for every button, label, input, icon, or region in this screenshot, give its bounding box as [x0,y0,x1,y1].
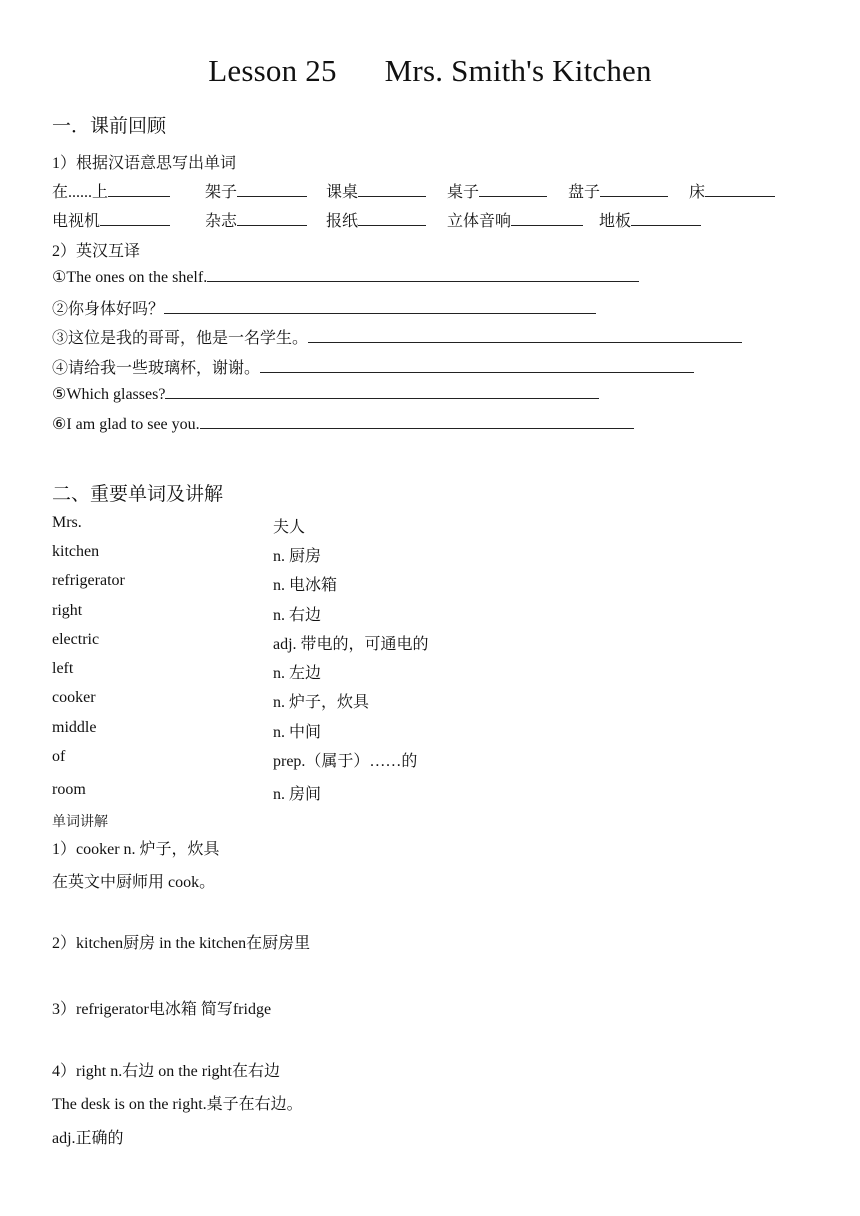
answer-blank[interactable] [237,211,307,226]
section1-heading: 一．课前回顾 [52,116,167,137]
note-kitchen: 2）kitchen厨房 in the kitchen在厨房里 [52,935,311,952]
translation-item: ④请给我一些玻璃杯，谢谢。 [52,355,694,378]
blank-item: 桌子 [447,179,547,202]
blank-item: 在......上 [52,179,170,202]
blank-item: 地板 [599,208,701,231]
page-title [0,53,860,89]
answer-blank[interactable] [705,182,775,197]
answer-blank[interactable] [631,211,701,226]
vocab-word: cooker [52,689,96,706]
blank-item: 床 [689,179,775,202]
answer-blank[interactable] [358,182,426,197]
vocab-word: middle [52,719,97,736]
answer-blank[interactable] [260,358,694,373]
answer-blank[interactable] [108,182,170,197]
answer-blank[interactable] [165,384,599,399]
vocab-meaning: n. 厨房 [273,548,322,565]
answer-blank[interactable] [511,211,583,226]
lesson-number: Lesson 25 [208,53,337,88]
note-right: 4）right n.右边 on the right在右边 [52,1063,280,1080]
note-cooker-detail: 在英文中厨师用 cook。 [52,874,216,891]
blank-item: 盘子 [568,179,668,202]
answer-blank[interactable] [200,414,634,429]
answer-blank[interactable] [308,328,742,343]
lesson-name: Mrs. Smith's Kitchen [384,53,652,88]
translation-item: ①The ones on the shelf. [52,267,639,287]
note-cooker: 1）cooker n. 炉子，炊具 [52,841,220,858]
vocab-word: left [52,660,74,677]
vocab-meaning: 夫人 [273,519,306,536]
part1-label: 1）根据汉语意思写出单词 [52,155,237,172]
answer-blank[interactable] [479,182,547,197]
answer-blank[interactable] [358,211,426,226]
vocab-word: room [52,781,86,798]
answer-blank[interactable] [100,211,170,226]
answer-blank[interactable] [600,182,668,197]
part2-label: 2）英汉互译 [52,243,141,260]
explain-heading: 单词讲解 [52,815,108,830]
vocab-meaning: n. 电冰箱 [273,577,338,594]
blank-item: 课桌 [326,179,426,202]
vocab-meaning: n. 炉子，炊具 [273,694,370,711]
translation-item: ⑤Which glasses? [52,384,599,404]
vocab-meaning: n. 右边 [273,607,322,624]
blank-item: 杂志 [205,208,307,231]
section2-heading: 二、重要单词及讲解 [52,484,224,505]
translation-item: ⑥I am glad to see you. [52,414,634,434]
translation-item: ②你身体好吗？ [52,296,596,319]
answer-blank[interactable] [207,267,639,282]
vocab-word: electric [52,631,100,648]
translation-item: ③这位是我的哥哥，他是一名学生。 [52,325,742,348]
blank-item: 报纸 [326,208,426,231]
answer-blank[interactable] [164,299,596,314]
note-refrigerator: 3）refrigerator电冰箱 简写fridge [52,1001,272,1018]
vocab-meaning: adj. 带电的，可通电的 [273,636,429,653]
blank-item: 电视机 [52,208,170,231]
answer-blank[interactable] [237,182,307,197]
blank-item: 立体音响 [447,208,583,231]
vocab-meaning: prep.（属于）……的 [273,753,418,770]
note-right-adj: adj.正确的 [52,1130,124,1147]
vocab-word: refrigerator [52,572,125,589]
blank-item: 架子 [205,179,307,202]
vocab-word: Mrs. [52,514,82,531]
vocab-meaning: n. 左边 [273,665,322,682]
vocab-word: of [52,748,66,765]
vocab-word: right [52,602,83,619]
vocab-word: kitchen [52,543,100,560]
vocab-meaning: n. 房间 [273,786,322,803]
vocab-meaning: n. 中间 [273,724,322,741]
note-right-example: The desk is on the right.桌子在右边。 [52,1096,303,1113]
